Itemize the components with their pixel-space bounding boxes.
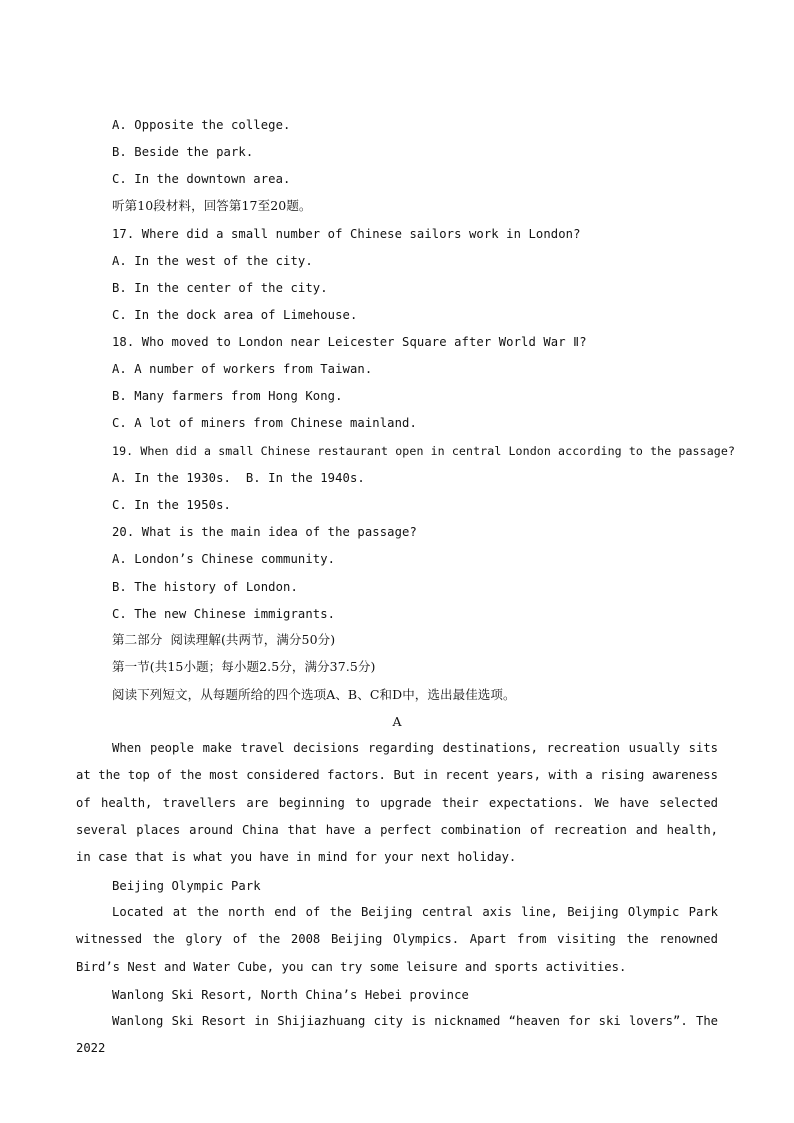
question-20-stem: 20. What is the main idea of the passage?: [112, 525, 417, 539]
reading-instruction: 阅读下列短文，从每题所给的四个选项A、B、C和D中，选出最佳选项。: [112, 687, 516, 702]
question-19-stem: 19. When did a small Chinese restaurant open in central London according to the passage?: [112, 444, 736, 458]
section1-heading: 第一节(共15小题；每小题2.5分，满分37.5分): [112, 659, 376, 674]
question-18-option-b: B. Many farmers from Hong Kong.: [112, 389, 343, 403]
question-20-option-c: C. The new Chinese immigrants.: [112, 607, 336, 621]
section10-instruction: 听第10段材料，回答第17至20题。: [112, 198, 312, 213]
question-17-option-a: A. In the west of the city.: [112, 254, 313, 268]
question-20-option-a: A. London’s Chinese community.: [112, 552, 336, 566]
question-18-option-a: A. A number of workers from Taiwan.: [112, 362, 373, 376]
question-19-option-c: C. In the 1950s.: [112, 498, 231, 512]
q16-option-a: A. Opposite the college.: [112, 118, 291, 132]
place2-title: Wanlong Ski Resort, North China’s Hebei province: [112, 988, 469, 1002]
question-19-option-ab: A. In the 1930s. B. In the 1940s.: [112, 471, 365, 485]
q16-option-b: B. Beside the park.: [112, 145, 254, 159]
passage-label: A: [392, 714, 402, 729]
q16-option-c: C. In the downtown area.: [112, 172, 291, 186]
place1-paragraph: Located at the north end of the Beijing central axis line, Beijing Olympic Park witnessed the glory of the 2008 Beijing Olympics. Apart from visiting the renowned Bird’s Nest and Water Cube, you can try some leisure and sports activities.: [76, 905, 718, 974]
question-17-option-c: C. In the dock area of Limehouse.: [112, 308, 358, 322]
place1-title: Beijing Olympic Park: [112, 879, 261, 893]
question-18-option-c: C. A lot of miners from Chinese mainland.: [112, 416, 417, 430]
question-17-option-b: B. In the center of the city.: [112, 281, 328, 295]
passage-intro-paragraph: When people make travel decisions regarding destinations, recreation usually sits at the top of the most considered factors. But in recent years, with a rising awareness of health, travellers are beginning to upgrade their expectations. We have selected several places around China that have a perfect combination of recreation and health, in case that is what you have in mind for your next holiday.: [76, 741, 718, 865]
question-18-stem: 18. Who moved to London near Leicester Square after World War Ⅱ?: [112, 335, 587, 349]
part2-heading: 第二部分 阅读理解(共两节，满分50分): [112, 632, 336, 647]
place2-paragraph: Wanlong Ski Resort in Shijiazhuang city is nicknamed “heaven for ski lovers”. The 2022: [76, 1014, 718, 1056]
question-20-option-b: B. The history of London.: [112, 580, 298, 594]
question-17-stem: 17. Where did a small number of Chinese sailors work in London?: [112, 227, 581, 241]
